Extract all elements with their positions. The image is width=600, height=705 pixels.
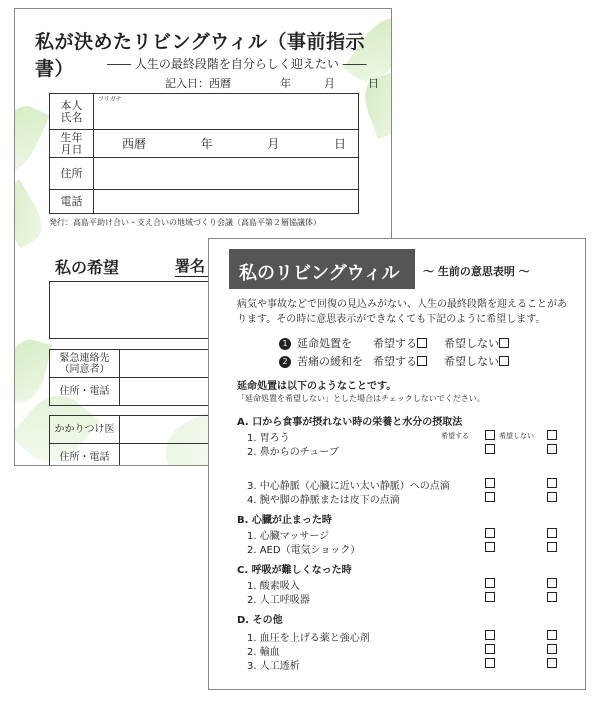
doctor-header: かかりつけ医	[50, 416, 120, 444]
emergency-header: 緊急連絡先 （同意者）	[50, 350, 120, 378]
checkbox-want-pain-relief[interactable]	[417, 356, 427, 366]
checkbox-c1-want[interactable]	[485, 578, 495, 588]
checkbox-a4-not-want[interactable]	[547, 492, 557, 502]
checkbox-a2-not-want[interactable]	[547, 444, 557, 454]
checkbox-a2-want[interactable]	[485, 444, 495, 454]
header-not-want: 希望しない	[499, 432, 534, 440]
birth-year: 年	[200, 137, 213, 151]
checkbox-b1-not-want[interactable]	[547, 528, 557, 538]
leaf-decoration	[14, 180, 50, 249]
issuer-note: 発行：高島平助け合い・支え合いの地域づくり会議（高島平第２層協議体）	[49, 218, 321, 227]
checkbox-d3-want[interactable]	[485, 658, 495, 668]
checkbox-b2-want[interactable]	[485, 542, 495, 552]
birth-day: 日	[333, 137, 346, 151]
item-b2: 2. AED（電気ショック）	[247, 545, 361, 556]
item-d3: 3. 人工透析	[247, 661, 300, 672]
checkbox-d2-not-want[interactable]	[547, 644, 557, 654]
front-sheet	[208, 238, 586, 690]
section-d-title: D. その他	[237, 615, 283, 626]
checkbox-not-want-life-prolonging[interactable]	[499, 338, 509, 348]
leaf-decoration	[14, 335, 53, 407]
wish-title: 私の希望	[55, 258, 120, 277]
item-c1: 1. 酸素吸入	[247, 581, 300, 592]
section-b-title: B. 心臓が止まった時	[237, 515, 332, 526]
name-field[interactable]	[94, 94, 359, 130]
phone-header: 電話	[50, 190, 94, 214]
item-a1: 1. 胃ろう	[247, 433, 290, 444]
checkbox-not-want-pain-relief[interactable]	[499, 356, 509, 366]
front-intro: 病気や事故などで回復の見込みがない、人生の最終段階を迎えることがあります。その時に意思表示ができなくても下記のように希望します。	[237, 299, 567, 325]
front-subtitle: ～ 生前の意思表明 ～	[423, 265, 530, 278]
choice-life-prolonging: 1 延命処置を 希望する 希望しない	[279, 335, 509, 351]
explain-note: 「延命処置を希望しない」とした場合はチェックしないでください。	[237, 394, 485, 403]
birth-month: 月	[267, 137, 280, 151]
checkbox-d1-not-want[interactable]	[547, 630, 557, 640]
item-d1: 1. 血圧を上げる薬と強心剤	[247, 633, 370, 644]
personal-info-table	[49, 93, 359, 214]
checkbox-c2-want[interactable]	[485, 592, 495, 602]
number-1-icon: 1	[279, 338, 291, 350]
name-header: 本人 氏名	[50, 94, 94, 130]
number-2-icon: 2	[279, 356, 291, 368]
address-field[interactable]	[94, 158, 359, 190]
birth-seireki: 西暦	[122, 137, 147, 151]
checkbox-c2-not-want[interactable]	[547, 592, 557, 602]
checkbox-d2-want[interactable]	[485, 644, 495, 654]
back-title: 私が決めたリビングウィル（事前指示書）	[35, 31, 365, 80]
date-year: 年	[280, 77, 291, 90]
phone-field[interactable]	[94, 190, 359, 214]
furigana-label: フリガナ	[98, 96, 122, 103]
item-c2: 2. 人工呼吸器	[247, 595, 310, 606]
header-want: 希望する	[441, 432, 469, 440]
checkbox-a3-want[interactable]	[485, 478, 495, 488]
address-header: 住所	[50, 158, 94, 190]
sign-label: 署名	[175, 255, 245, 277]
checkbox-d3-not-want[interactable]	[547, 658, 557, 668]
leaf-decoration	[14, 99, 50, 179]
item-b1: 1. 心臓マッサージ	[247, 531, 330, 542]
checkbox-a1-want[interactable]	[485, 430, 495, 440]
explain-title: 延命処置は以下のようなことです。	[237, 381, 397, 392]
front-title: 私のリビングウィル	[229, 249, 415, 289]
date-day: 日	[368, 77, 379, 90]
section-c-title: C. 呼吸が難しくなった時	[237, 565, 352, 576]
checkbox-a4-want[interactable]	[485, 492, 495, 502]
back-subtitle: ―― 人生の最終段階を自分らしく迎えたい ――	[107, 57, 367, 71]
checkbox-a1-not-want[interactable]	[547, 430, 557, 440]
checkbox-d1-want[interactable]	[485, 630, 495, 640]
choice-pain-relief: 2 苦痛の緩和を 希望する 希望しない	[279, 353, 509, 369]
checkbox-want-life-prolonging[interactable]	[417, 338, 427, 348]
checkbox-c1-not-want[interactable]	[547, 578, 557, 588]
entry-date	[165, 75, 379, 91]
item-a2: 2. 鼻からのチューブ	[247, 447, 339, 458]
emergency-address-header: 住所・電話	[50, 378, 120, 406]
birth-header: 生年 月日	[50, 130, 94, 158]
item-a4: 4. 腕や脚の静脈または皮下の点滴	[247, 495, 400, 506]
item-a3: 3. 中心静脈（心臓に近い太い静脈）への点滴	[247, 481, 450, 492]
checkbox-a3-not-want[interactable]	[547, 478, 557, 488]
date-label: 記入日：西暦	[165, 77, 231, 90]
section-a-title: A. 口から食事が摂れない時の栄養と水分の摂取法	[237, 417, 463, 428]
birth-field[interactable]	[94, 130, 359, 158]
item-d2: 2. 輸血	[247, 647, 280, 658]
date-month: 月	[324, 77, 335, 90]
checkbox-b1-want[interactable]	[485, 528, 495, 538]
checkbox-b2-not-want[interactable]	[547, 542, 557, 552]
doctor-address-header: 住所・電話	[50, 444, 120, 467]
